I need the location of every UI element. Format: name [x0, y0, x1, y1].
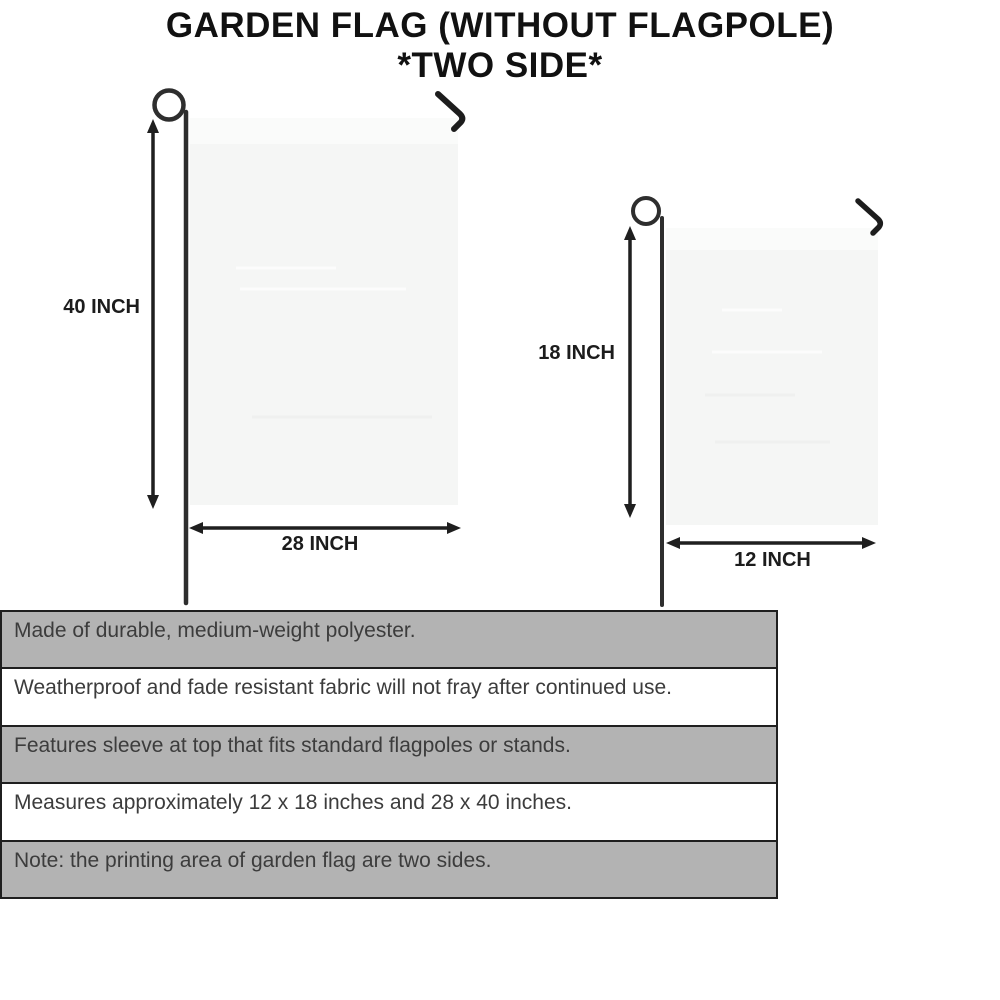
large-flag-diagram [147, 91, 462, 604]
small-flag-width-label: 12 INCH [734, 549, 811, 571]
feature-row-weatherproof: Weatherproof and fade resistant fabric will not fray after continued use. [2, 669, 776, 726]
features-table [0, 610, 778, 899]
large-flag-height-arrow [147, 119, 159, 509]
small-flag-width-arrow [666, 537, 876, 549]
large-flagpole-loop-icon [155, 91, 184, 120]
feature-row-measurements: Measures approximately 12 x 18 inches and 28 x 40 inches. [2, 784, 776, 841]
large-flag-sleeve [190, 118, 458, 144]
feature-row-material: Made of durable, medium-weight polyester. [2, 612, 776, 669]
small-flag-height-label: 18 INCH [538, 342, 615, 364]
page-title-line1: GARDEN FLAG (WITHOUT FLAGPOLE) [165, 6, 835, 45]
small-flag-canvas [666, 228, 878, 525]
feature-row-sleeve: Features sleeve at top that fits standard flagpoles or stands. [2, 727, 776, 784]
large-flag-height-label: 40 INCH [63, 296, 140, 318]
feature-row-note: Note: the printing area of garden flag are two sides. [2, 842, 776, 897]
small-flag-sleeve [666, 228, 878, 250]
large-flag-canvas [190, 118, 458, 505]
small-flagpole-loop-icon [633, 198, 659, 224]
small-flag-diagram [624, 198, 880, 605]
page-title-line2: *TWO SIDE* [397, 46, 603, 85]
small-flag-height-arrow [624, 226, 636, 518]
large-flag-width-label: 28 INCH [281, 533, 359, 555]
